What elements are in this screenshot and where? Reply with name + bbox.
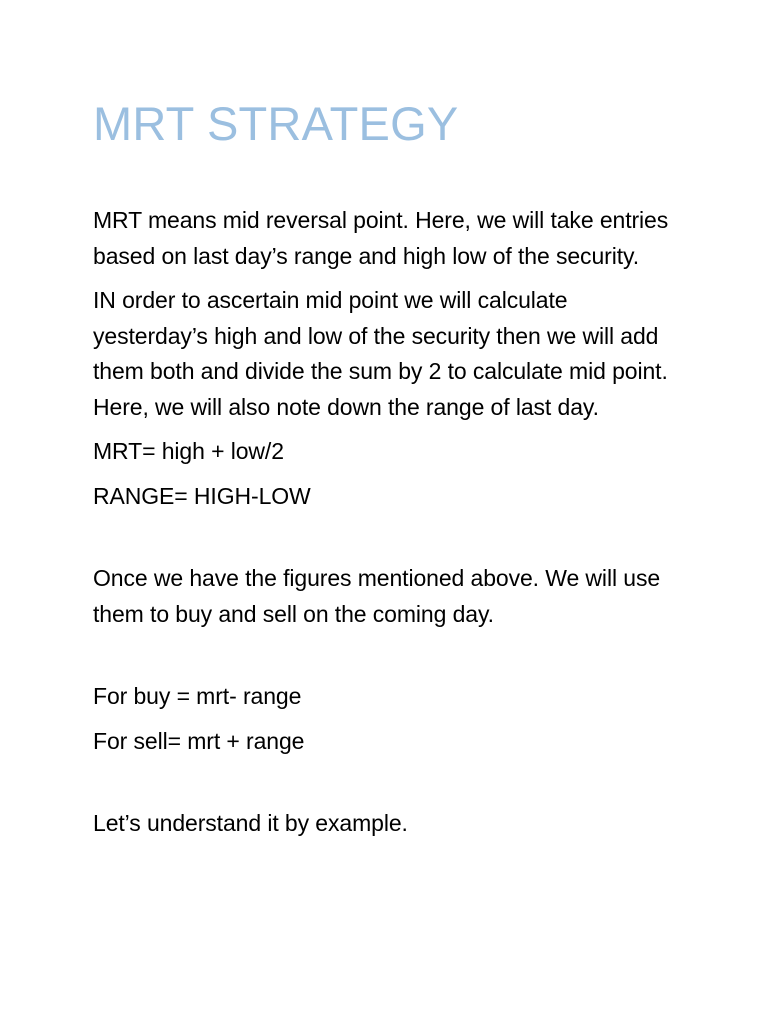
paragraph-mrt-definition: MRT means mid reversal point. Here, we will take entries based on last day’s range and high low of the security. [93,207,669,269]
document-body [93,203,693,842]
formula-buy: For buy = mrt- range [93,683,302,709]
paragraph-mid-point-method: IN order to ascertain mid point we will calculate yesterday’s high and low of the security then we will add them both and divide the sum by 2 to calculate mid point. Here, we will also note down the range of last day. [93,287,668,420]
paragraph-example-intro: Let’s understand it by example. [93,810,408,836]
formula-range: RANGE= HIGH-LOW [93,482,311,509]
document-title: MRT STRATEGY [93,97,459,150]
paragraph-usage: Once we have the figures mentioned above. We will use them to buy and sell on the coming day. [93,565,661,627]
formula-mrt: MRT= high + low/2 [93,438,284,464]
formula-sell: For sell= mrt + range [93,727,305,754]
document-page [93,92,693,851]
